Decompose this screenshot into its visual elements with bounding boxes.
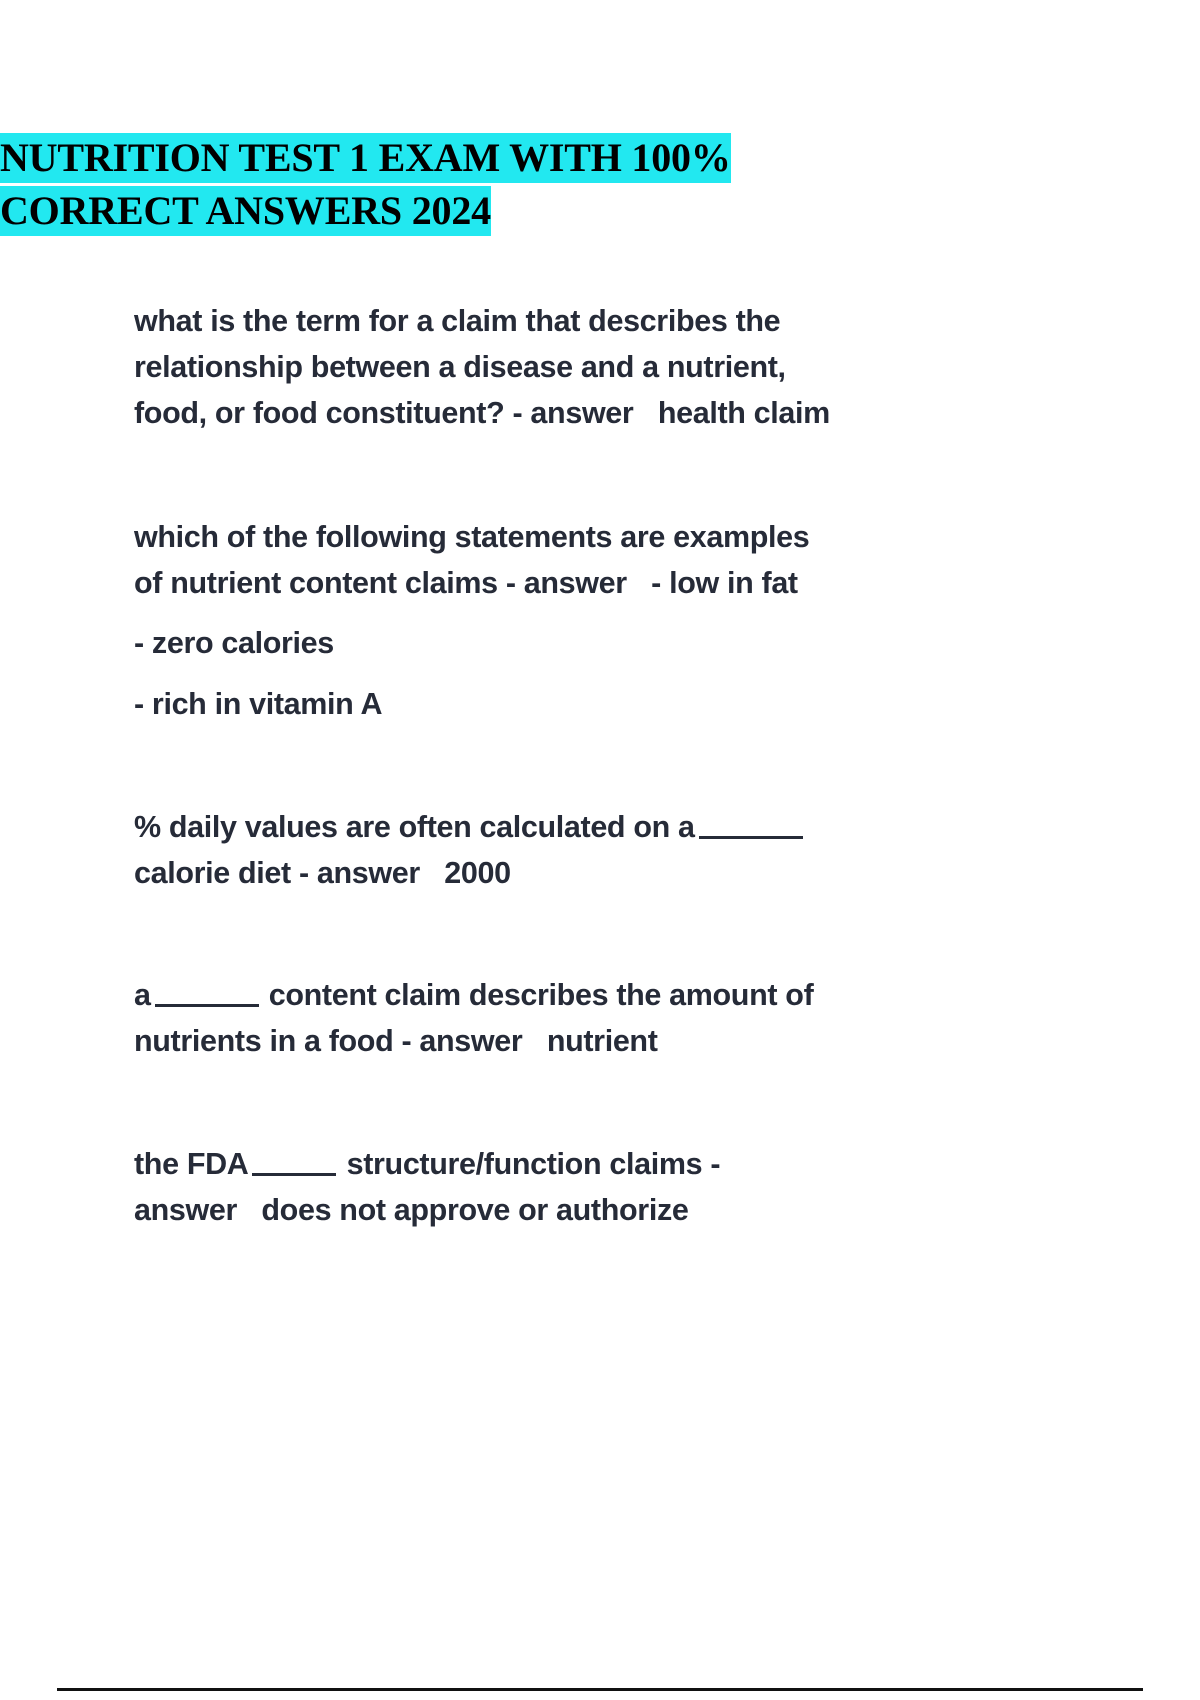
page-title <box>0 131 880 237</box>
qa-block-daily-values <box>134 804 1014 896</box>
question-line: relationship between a disease and a nutrient, <box>134 350 786 384</box>
answer-text: 2000 <box>444 856 511 890</box>
question-text: answer <box>134 1193 238 1227</box>
qa-block-health-claim <box>134 298 1014 436</box>
footer-divider <box>57 1688 1143 1691</box>
qa-block-nutrient-content-claim-definition <box>134 972 1014 1064</box>
question-spacer <box>261 978 269 1012</box>
question-answer-line <box>134 1187 1014 1233</box>
answer-text: nutrient <box>546 1024 658 1058</box>
answer-text: health claim <box>657 396 830 430</box>
page-title-line-2: CORRECT ANSWERS 2024 <box>0 186 491 236</box>
bullet-line: - rich in vitamin A <box>134 687 383 721</box>
fill-in-blank <box>699 814 803 839</box>
answer-bullet-zero-calories <box>134 620 1014 666</box>
answer-spacer <box>420 856 444 890</box>
question-text: % daily values are often calculated on a <box>134 810 695 844</box>
question-answer-line <box>134 1018 1014 1064</box>
question-line <box>134 1141 1014 1187</box>
qa-block-fda-structure-function <box>134 1141 1014 1233</box>
question-text: of nutrient content claims - answer <box>134 566 627 600</box>
qa-block-nutrient-content-claims <box>134 514 1014 606</box>
bullet-line: - zero calories <box>134 626 334 660</box>
question-line <box>134 972 1014 1018</box>
question-line <box>134 804 1014 850</box>
answer-spacer <box>237 1193 261 1227</box>
question-answer-line <box>134 850 1014 896</box>
question-answer-line <box>134 390 1014 436</box>
answer-spacer <box>633 396 657 430</box>
answer-text: - low in fat <box>651 566 798 600</box>
answer-spacer <box>522 1024 546 1058</box>
question-line: what is the term for a claim that describes the <box>134 304 781 338</box>
question-answer-line <box>134 560 1014 606</box>
question-text: a <box>134 978 151 1012</box>
answer-spacer <box>627 566 651 600</box>
question-text: content claim describes the amount of <box>268 978 814 1012</box>
question-text: calorie diet - answer <box>134 856 420 890</box>
question-text: food, or food constituent? - answer <box>134 396 634 430</box>
fill-in-blank <box>252 1151 336 1176</box>
page-title-line-1: NUTRITION TEST 1 EXAM WITH 100% <box>0 133 731 183</box>
question-text: nutrients in a food - answer <box>134 1024 523 1058</box>
question-text: the FDA <box>134 1147 249 1181</box>
fill-in-blank <box>155 982 259 1007</box>
answer-text: does not approve or authorize <box>261 1193 689 1227</box>
answer-bullet-rich-in-vitamin-a <box>134 681 1014 727</box>
question-line: which of the following statements are examples <box>134 520 810 554</box>
question-spacer <box>338 1147 346 1181</box>
question-text: structure/function claims - <box>346 1147 721 1181</box>
